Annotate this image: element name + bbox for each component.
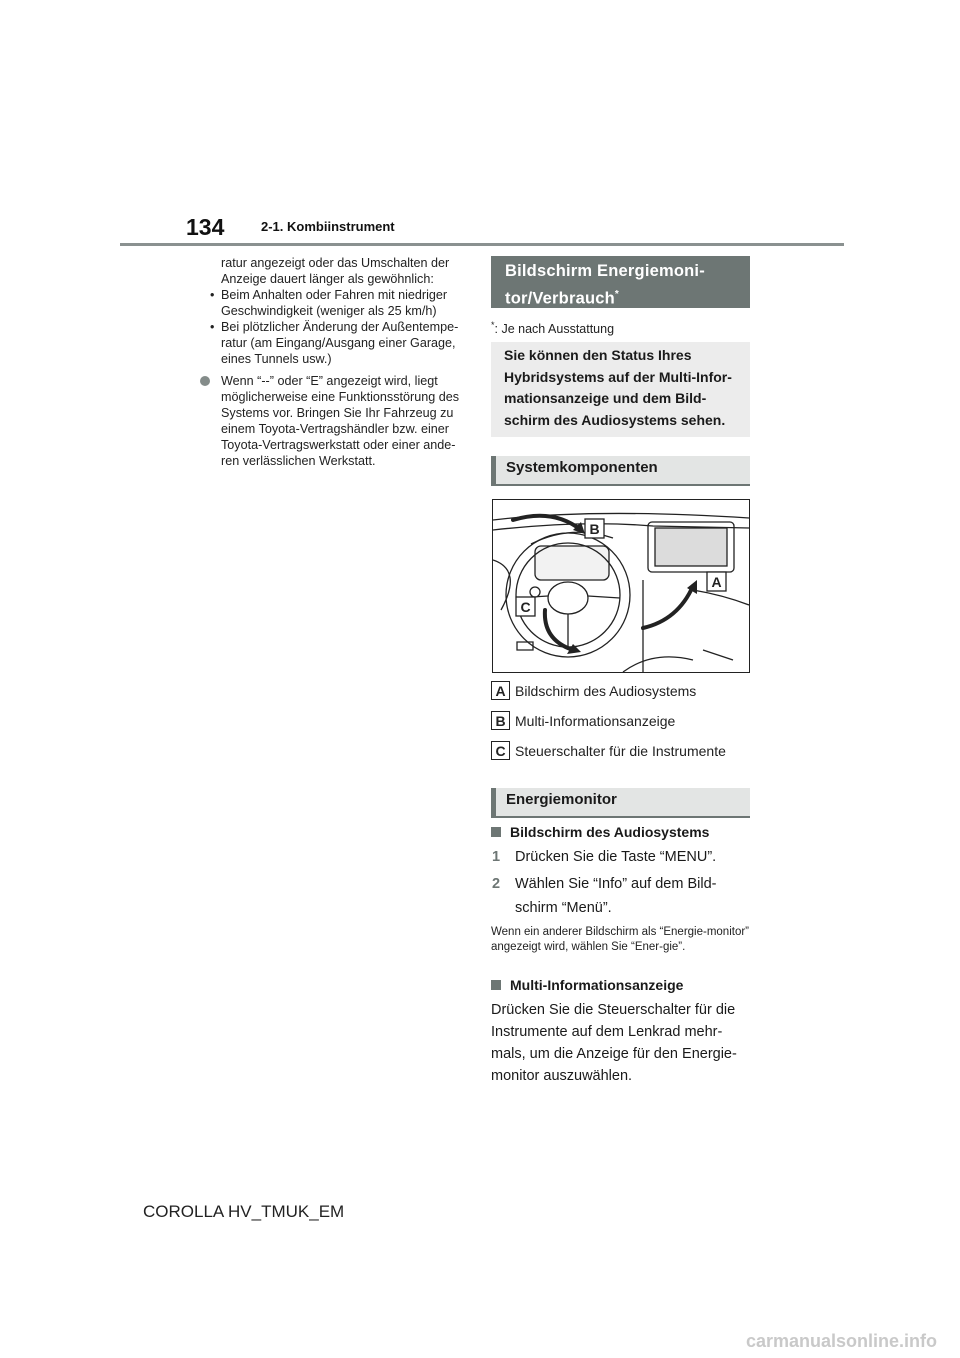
section-heading-energy — [491, 788, 750, 818]
legend-letter: A — [491, 681, 510, 700]
step-number: 2 — [492, 876, 501, 892]
step-text: Wählen Sie “Info” auf dem Bild-schirm “Menü”. — [515, 876, 717, 916]
bullet-item: • Bei plötzlicher Änderung der Außentempe-ratur (am Eingang/Ausgang einer Garage, eines Tunnels usw.) — [200, 319, 470, 367]
continuation-text: ratur angezeigt oder das Umschalten der Anzeige dauert länger als gewöhnlich: — [221, 256, 450, 286]
legend-letter: B — [491, 711, 510, 730]
audio-note: Wenn ein anderer Bildschirm als “Energie-monitor” angezeigt wird, wählen Sie “Ener-gie”. — [491, 926, 750, 953]
legend-item — [491, 681, 696, 700]
multi-info-text: Drücken Sie die Steuerschalter für die Instrumente auf dem Lenkrad mehr-mals, um die Anzeige für den Energie-monitor auszuwählen. — [491, 1002, 737, 1084]
note-item — [200, 373, 470, 469]
section-heading-text: Energiemonitor — [506, 791, 617, 808]
section-heading-text: Systemkomponenten — [506, 459, 658, 476]
page-number: 134 — [186, 214, 225, 240]
subheading-multi-info: Multi-Informationsanzeige — [491, 977, 683, 993]
step-text: Drücken Sie die Taste “MENU”. — [515, 849, 717, 865]
bullet-item: • Beim Anhalten oder Fahren mit niedriger Geschwindigkeit (weniger als 25 km/h) — [200, 287, 470, 319]
subheading-audio: Bildschirm des Audiosystems — [491, 824, 709, 840]
circle-bullet-icon — [200, 376, 210, 386]
callout-a: A — [711, 574, 722, 590]
intro-box — [491, 342, 750, 437]
main-heading-box — [491, 256, 750, 308]
dashboard-drawing — [493, 500, 749, 672]
main-heading: Bildschirm Energiemoni-tor/Verbrauch* — [505, 262, 705, 308]
legend-letter: C — [491, 741, 510, 760]
square-bullet-icon — [491, 980, 501, 990]
watermark: carmanualsonline.info — [746, 1331, 938, 1351]
note-text: Wenn “--” oder “E” angezeigt wird, liegt möglicherweise eine Funktionsstörung des Systems vor. Bringen Sie Ihr Fahrzeug zu einem Toyota-Vertragshändler bzw. einer Toyota-Vertragswerkstatt oder einer ande-ren verlässlichen Werkstatt. — [221, 374, 460, 468]
square-bullet-icon — [491, 827, 501, 837]
step-2 — [491, 872, 751, 920]
section-title: 2-1. Kombiinstrument — [261, 219, 395, 234]
section-heading-components — [491, 456, 750, 486]
callout-b: B — [589, 521, 600, 537]
footnote: *: Je nach Ausstattung — [491, 320, 615, 337]
step-1 — [491, 845, 751, 869]
legend-item — [491, 711, 675, 730]
legend-text: Multi-Informationsanzeige — [515, 712, 676, 729]
callout-c: C — [520, 599, 531, 615]
header-divider — [120, 243, 844, 246]
dashboard-illustration — [492, 499, 750, 673]
legend-text: Steuerschalter für die Instrumente — [515, 742, 726, 759]
intro-text: Sie können den Status Ihres Hybridsystems auf der Multi-Infor-mationsanzeige und dem Bild-schirm des Audiosystems sehen. — [504, 347, 732, 428]
step-number: 1 — [492, 849, 501, 865]
legend-item — [491, 741, 726, 760]
footer-model: COROLLA HV_TMUK_EM — [143, 1202, 345, 1221]
left-column — [200, 255, 470, 469]
legend-text: Bildschirm des Audiosystems — [515, 682, 697, 699]
